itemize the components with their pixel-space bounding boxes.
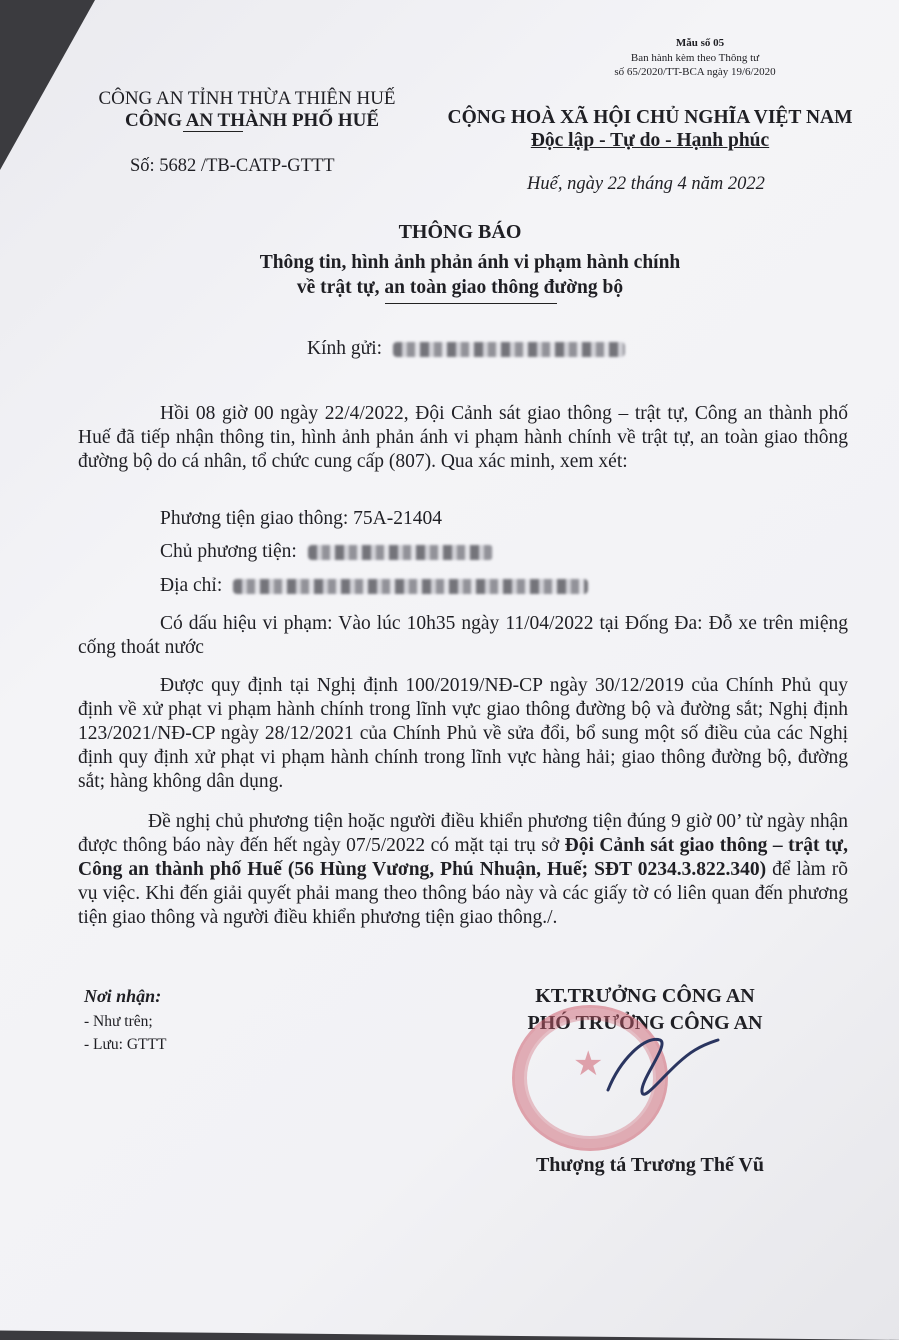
- signature-title-2: PHÓ TRƯỞNG CÔNG AN: [527, 1012, 763, 1034]
- folded-corner: [0, 0, 95, 170]
- doc-number: Số: 5682 /TB-CATP-GTTT: [130, 156, 335, 176]
- form-issued-line1: Ban hành kèm theo Thông tư: [630, 52, 760, 64]
- signer-name: Thượng tá Trương Thế Vũ: [535, 1154, 765, 1176]
- recipients-label: Nơi nhận:: [84, 986, 162, 1006]
- notice-underline: [385, 303, 557, 304]
- notice-subtitle-2: về trật tự, an toàn giao thông đường bộ: [296, 277, 624, 298]
- handwritten-signature: [600, 1020, 720, 1110]
- form-number: Mẫu số 05: [675, 37, 725, 49]
- notice-subtitle-1: Thông tin, hình ảnh phản ánh vi phạm hành chính: [259, 252, 681, 273]
- owner-label: Chủ phương tiện:: [160, 541, 297, 562]
- paragraph-violation: Có dấu hiệu vi phạm: Vào lúc 10h35 ngày 11/04/2022 tại Đống Đa: Đỗ xe trên miệng cống thoát nước: [78, 613, 848, 658]
- notice-title: THÔNG BÁO: [398, 221, 522, 243]
- recipients-item-1: - Như trên;: [84, 1013, 153, 1030]
- request-office: Đội Cảnh sát giao thông – trật tự, Công an thành phố Huế (56 Hùng Vương, Phú Nhuận, Huế; SĐT 0234.3.822.340): [78, 835, 848, 880]
- paragraph-regulation: Được quy định tại Nghị định 100/2019/NĐ-CP ngày 30/12/2019 của Chính Phủ quy định về xử phạt vi phạm hành chính trong lĩnh vực giao thông đường bộ và đường sắt; Nghị định 123/2021/NĐ-CP ngày 28/12/2021 của Chính Phủ về sửa đổi, bổ sung một số điều của các Nghị định quy định xử phạt vi phạm hành chính trong lĩnh vực hàng hải; giao thông đường bộ, đường sắt; hàng không dân dụng.: [78, 675, 848, 792]
- redacted-owner: [308, 545, 493, 560]
- form-issued-line2: số 65/2020/TT-BCA ngày 19/6/2020: [614, 66, 776, 78]
- redacted-recipient: [393, 342, 625, 357]
- paragraph-request: [78, 810, 848, 930]
- signature-title-1: KT.TRƯỞNG CÔNG AN: [535, 985, 755, 1007]
- vehicle-owner: [160, 540, 493, 565]
- redacted-address: [233, 579, 588, 594]
- vehicle-plate: Phương tiện giao thông: 75A-21404: [160, 508, 442, 529]
- recipient: [307, 337, 625, 362]
- recipients-item-2: - Lưu: GTTT: [84, 1036, 167, 1053]
- seal-star-icon: ★: [573, 1046, 604, 1083]
- issue-date: Huế, ngày 22 tháng 4 năm 2022: [527, 174, 765, 194]
- issuer-line1: CÔNG AN TỈNH THỪA THIÊN HUẾ: [98, 88, 396, 109]
- request-text-2: để làm rõ vụ việc. Khi đến giải quyết phải mang theo thông báo này và các giấy tờ có liên quan đến phương tiện giao thông và người điều khiển phương tiện giao thông./.: [78, 859, 849, 928]
- issuer-underline: [183, 131, 243, 132]
- paragraph-intro: Hồi 08 giờ 00 ngày 22/4/2022, Đội Cảnh sát giao thông – trật tự, Công an thành phố Huế đã tiếp nhận thông tin, hình ảnh phản ánh vi phạm hành chính về trật tự, an toàn giao thông đường bộ do cá nhân, tổ chức cung cấp (807). Qua xác minh, xem xét:: [78, 403, 848, 472]
- request-text-1: Đề nghị chủ phương tiện hoặc người điều khiển phương tiện đúng 9 giờ 00’ từ ngày nhận được thông báo này đến hết ngày 07/5/2022 có mặt tại trụ sở: [78, 811, 848, 856]
- issuer-line2: CÔNG AN THÀNH PHỐ HUẾ: [124, 110, 380, 131]
- vehicle-address: [160, 574, 588, 599]
- recipient-label: Kính gửi:: [307, 338, 383, 359]
- nation-title: CỘNG HOÀ XÃ HỘI CHỦ NGHĨA VIỆT NAM: [447, 107, 853, 128]
- nation-motto: Độc lập - Tự do - Hạnh phúc: [530, 130, 770, 151]
- address-label: Địa chỉ:: [160, 575, 223, 596]
